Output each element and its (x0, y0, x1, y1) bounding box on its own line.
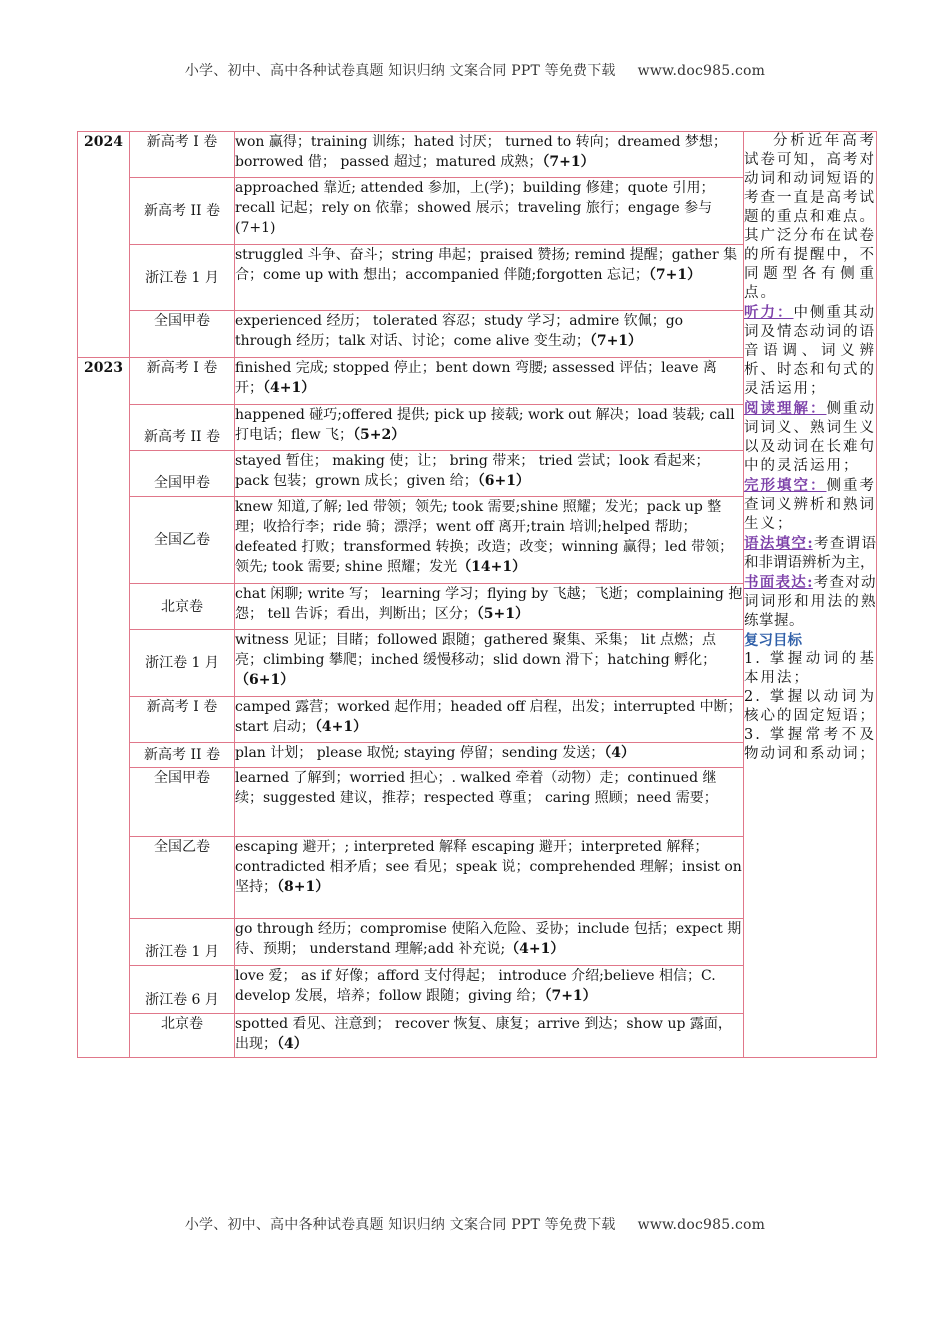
header-url[interactable]: www.doc985.com (637, 63, 766, 79)
content-cell: finished 完成; stopped 停止；bent down 弯腰; assessed 评估；leave 离开；（4+1） (235, 358, 744, 405)
exam-cell: 浙江卷 6 月 (130, 966, 235, 1014)
header-text: 小学、初中、高中各种试卷真题 知识归纳 文案合同 PPT 等免费下载 (184, 63, 616, 79)
exam-cell: 全国甲卷 (130, 768, 235, 837)
reading-label: 阅读理解： (744, 400, 827, 417)
exam-cell: 全国甲卷 (130, 451, 235, 497)
content-cell: camped 露营；worked 起作用；headed off 启程，出发；interrupted 中断；start 启动；（4+1） (235, 697, 744, 743)
exam-cell: 新高考 II 卷 (130, 405, 235, 451)
writing-text: 考查对动词词形和用法的熟练掌握。 (744, 575, 877, 629)
content-cell: won 赢得；training 训练；hated 讨厌； turned to 转向；dreamed 梦想；borrowed 借； passed 超过；matured 成熟；（7+1） (235, 132, 744, 178)
content-cell: love 爱； as if 好像；afford 支付得起； introduce 介绍;believe 相信；C. develop 发展，培养；follow 跟随；giving 给；（7+1） (235, 966, 744, 1014)
exam-cell: 新高考 I 卷 (130, 358, 235, 405)
content-cell: knew 知道,了解; led 带领；领先; took 需要;shine 照耀；发光；pack up 整理；收拾行李；ride 骑；漂浮；went off 离开;train 培训;helped 帮助；defeated 打败；transformed 转换；改造；改变；winning 赢得；led 带领；领先; took 需要; shine 照耀；发光（14+1） (235, 497, 744, 584)
goal-title: 复习目标 (744, 632, 802, 649)
exam-cell: 浙江卷 1 月 (130, 245, 235, 311)
content-cell: plan 计划； please 取悦; staying 停留；sending 发送；（4） (235, 743, 744, 768)
listening-label: 听力： (744, 304, 794, 321)
content-cell: escaping 避开；; interpreted 解释 escaping 避开；interpreted 解释；contradicted 相矛盾；see 看见；speak 说；comprehended 理解；insist on 坚持；（8+1） (235, 837, 744, 919)
review-notes (744, 132, 877, 1058)
content-cell: stayed 暂住； making 使；让； bring 带来； tried 尝试；look 看起来；pack 包装；grown 成长；given 给；（6+1） (235, 451, 744, 497)
cloze-text: 侧重考查词义辨析和熟词生义； (744, 478, 876, 532)
grammar-text: 考查谓语和非谓语辨析为主， (744, 536, 877, 571)
exam-cell: 新高考 I 卷 (130, 132, 235, 178)
page-header (0, 60, 950, 80)
content-cell: spotted 看见、注意到； recover 恢复、康复；arrive 到达；show up 露面，出现；（4） (235, 1014, 744, 1058)
content-cell: happened 碰巧;offered 提供; pick up 接载; work out 解决；load 装载; call 打电话；flew 飞；（5+2） (235, 405, 744, 451)
content-cell: witness 见证；目睹；followed 跟随；gathered 聚集、采集； lit 点燃；点亮；climbing 攀爬；inched 缓慢移动；slid down 滑下；hatching 孵化；（6+1） (235, 630, 744, 697)
page-footer (0, 1214, 950, 1234)
exam-cell: 新高考 II 卷 (130, 178, 235, 245)
intro-text: 分析近年高考试卷可知，高考对动词和动词短语的考查一直是高考试题的重点和难点。其广泛分布在试卷的所有提醒中，不同题型各有侧重点。 (744, 133, 876, 301)
verb-exam-table (77, 131, 877, 1058)
content-cell: go through 经历；compromise 使陷入危险、妥协；include 包括；expect 期待、预期； understand 理解;add 补充说;（4+1） (235, 919, 744, 966)
footer-url[interactable]: www.doc985.com (637, 1217, 766, 1233)
content-cell: experienced 经历； tolerated 容忍；study 学习；admire 钦佩；go through 经历；talk 对话、讨论；come alive 变生动；（7+1） (235, 311, 744, 358)
exam-cell: 北京卷 (130, 584, 235, 630)
exam-cell: 全国乙卷 (130, 837, 235, 919)
exam-cell: 浙江卷 1 月 (130, 919, 235, 966)
grammar-label: 语法填空: (744, 535, 813, 552)
cloze-label: 完形填空： (744, 477, 827, 494)
exam-cell: 浙江卷 1 月 (130, 630, 235, 697)
table-row (78, 132, 877, 178)
year-cell-2023: 2023 (78, 358, 130, 1058)
content-cell: chat 闲聊; write 写； learning 学习；flying by 飞越；飞逝；complaining 抱怨； tell 告诉；看出，判断出；区分；（5+1） (235, 584, 744, 630)
goal-item: 1. 掌握动词的基本用法； (744, 651, 876, 686)
footer-text: 小学、初中、高中各种试卷真题 知识归纳 文案合同 PPT 等免费下载 (184, 1217, 616, 1233)
exam-cell: 全国乙卷 (130, 497, 235, 584)
goal-item: 2. 掌握以动词为核心的固定短语； (744, 689, 876, 724)
listening-text: 中侧重其动词及情态动词的语音语调、词义辨析、时态和句式的灵活运用； (744, 305, 876, 397)
exam-cell: 新高考 I 卷 (130, 697, 235, 743)
exam-cell: 新高考 II 卷 (130, 743, 235, 768)
goal-item: 3. 掌握常考不及物动词和系动词； (744, 727, 876, 762)
exam-cell: 北京卷 (130, 1014, 235, 1058)
exam-cell: 全国甲卷 (130, 311, 235, 358)
content-cell: struggled 斗争、奋斗；string 串起；praised 赞扬; remind 提醒；gather 集合；come up with 想出；accompanied 伴随;forgotten 忘记；（7+1） (235, 245, 744, 311)
content-cell: learned 了解到；worried 担心；. walked 牵着（动物）走；continued 继续；suggested 建议，推荐；respected 尊重； caring 照顾；need 需要； (235, 768, 744, 837)
writing-label: 书面表达: (744, 574, 813, 591)
content-cell: approached 靠近; attended 参加，上(学)；building 修建；quote 引用； recall 记起；rely on 依靠；showed 展示；traveling 旅行；engage 参与(7+1) (235, 178, 744, 245)
year-cell-2024: 2024 (78, 132, 130, 358)
reading-text: 侧重动词词义、熟词生义以及动词在长难句中的灵活运用； (744, 401, 876, 474)
